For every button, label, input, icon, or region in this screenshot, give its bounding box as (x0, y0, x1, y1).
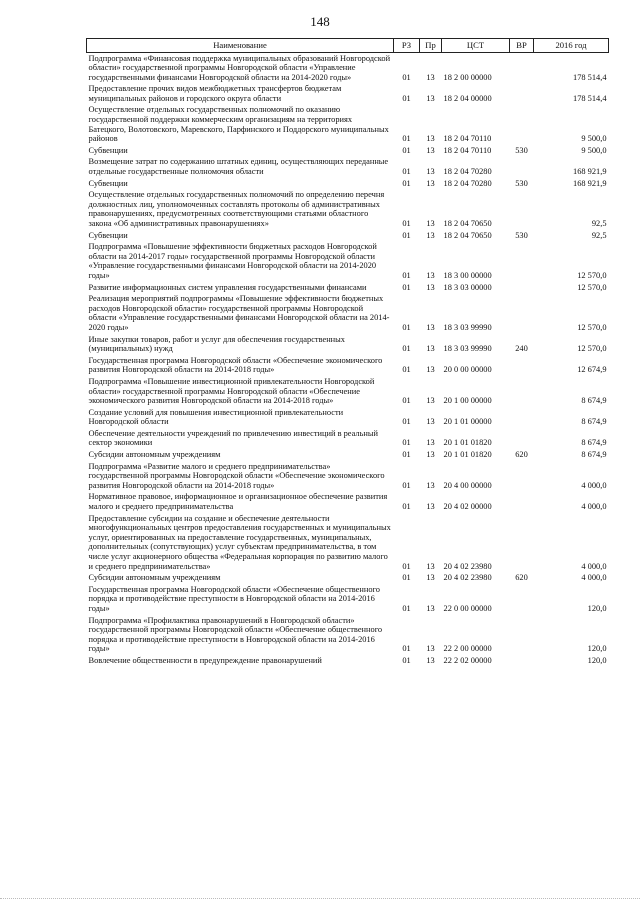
page-number: 148 (310, 14, 330, 29)
table-row (87, 407, 609, 428)
table-row (87, 84, 609, 105)
cell-vr (510, 513, 534, 573)
cell-rz: 01 (402, 344, 411, 354)
cell-pr: 13 (426, 502, 435, 512)
cell-cst: 20 1 01 00000 (443, 417, 492, 427)
cell-vr (510, 407, 534, 428)
cell-cst: 20 4 02 23980 (443, 573, 492, 583)
cell-sum: 12 570,0 (577, 344, 607, 354)
cell-rz: 01 (402, 480, 411, 490)
cell-cst: 18 2 04 00000 (443, 93, 492, 103)
cell-cst: 20 4 02 23980 (443, 561, 492, 571)
cell-pr: 13 (426, 219, 435, 228)
cell-pr: 13 (426, 282, 435, 292)
cell-rz: 01 (402, 417, 411, 427)
cell-pr: 13 (426, 396, 435, 406)
table-row (87, 334, 609, 355)
cell-rz: 01 (402, 230, 411, 240)
cell-vr (510, 190, 534, 230)
cell-cst: 18 3 03 99990 (443, 344, 492, 354)
cell-sum: 8 674,9 (581, 450, 607, 460)
cell-name: Субсидии автономным учреждениям (88, 573, 221, 583)
table-body (87, 53, 609, 668)
cell-sum: 12 570,0 (577, 322, 607, 332)
cell-sum: 92,5 (591, 230, 607, 240)
cell-rz: 01 (402, 145, 411, 155)
cell-name: Подпрограмма «Повышение инвестиционной привлекательности Новгородской области» государственной программы Новгородской области «Обеспечение экономического развития Новгородской области на 2014-2018 годы» (88, 376, 375, 406)
table-row (87, 492, 609, 513)
table-row (87, 615, 609, 655)
cell-cst: 18 3 00 00000 (443, 270, 492, 280)
cell-name: Осуществление отдельных государственных полномочий по определению перечня должностных лиц, уполномоченных составлять протоколы об административных правонарушениях, предусмотренных соответствующими статьями областного закона «Об административных правонарушениях» (88, 190, 385, 228)
table-row (87, 655, 609, 667)
cell-vr (510, 461, 534, 492)
cell-pr: 13 (426, 145, 435, 155)
cell-sum: 12 570,0 (577, 282, 607, 292)
cell-cst: 18 3 03 99990 (443, 322, 492, 332)
cell-vr (510, 376, 534, 407)
cell-vr (510, 84, 534, 105)
table-row (87, 282, 609, 294)
cell-cst: 20 1 01 01820 (443, 438, 492, 448)
cell-name: Субвенции (88, 230, 128, 240)
cell-sum: 12 570,0 (577, 270, 607, 280)
table-row (87, 573, 609, 585)
cell-vr: 620 (515, 573, 528, 583)
cell-vr (510, 157, 534, 178)
cell-vr: 240 (515, 344, 528, 354)
cell-pr: 13 (426, 603, 435, 613)
cell-pr: 13 (426, 644, 435, 654)
cell-rz: 01 (402, 655, 411, 665)
table-row (87, 178, 609, 190)
cell-rz: 01 (402, 573, 411, 583)
cell-rz: 01 (402, 644, 411, 654)
cell-rz: 01 (402, 167, 411, 177)
cell-cst: 20 4 00 00000 (443, 480, 492, 490)
cell-rz: 01 (402, 450, 411, 460)
cell-sum: 12 674,9 (577, 365, 607, 375)
cell-cst: 22 2 02 00000 (443, 655, 492, 665)
cell-vr (510, 492, 534, 513)
cell-vr (510, 428, 534, 449)
cell-name: Возмещение затрат по содержанию штатных единиц, осуществляющих переданные отдельные государственные полномочия области (88, 157, 389, 177)
table-row (87, 461, 609, 492)
column-header-cst: ЦСТ (442, 39, 510, 53)
cell-vr (510, 655, 534, 667)
cell-pr: 13 (426, 365, 435, 375)
cell-name: Создание условий для повышения инвестиционной привлекательности Новгородской области (88, 407, 344, 427)
cell-rz: 01 (402, 72, 411, 82)
cell-pr: 13 (426, 561, 435, 571)
cell-rz: 01 (402, 603, 411, 613)
cell-sum: 8 674,9 (581, 396, 607, 406)
cell-vr: 530 (515, 178, 528, 188)
cell-vr (510, 294, 534, 334)
cell-cst: 18 2 04 70280 (443, 167, 492, 177)
cell-sum: 178 514,4 (573, 93, 607, 103)
cell-pr: 13 (426, 167, 435, 177)
cell-rz: 01 (402, 134, 411, 144)
table-row (87, 428, 609, 449)
cell-name: Субвенции (88, 145, 128, 155)
cell-cst: 18 2 04 70650 (443, 219, 492, 228)
table-row (87, 584, 609, 615)
cell-pr: 13 (426, 438, 435, 448)
table-row (87, 145, 609, 157)
table-row (87, 294, 609, 334)
cell-cst: 22 2 00 00000 (443, 644, 492, 654)
cell-sum: 120,0 (587, 603, 607, 613)
cell-cst: 20 1 01 01820 (443, 450, 492, 460)
cell-cst: 22 0 00 00000 (443, 603, 492, 613)
cell-sum: 8 674,9 (581, 417, 607, 427)
cell-pr: 13 (426, 573, 435, 583)
cell-rz: 01 (402, 322, 411, 332)
table-row (87, 157, 609, 178)
cell-name: Государственная программа Новгородской области «Обеспечение экономического развития Новгородской области на 2014-2018 годы» (88, 355, 383, 375)
cell-vr (510, 242, 534, 282)
cell-name: Субвенции (88, 178, 128, 188)
cell-rz: 01 (402, 365, 411, 375)
cell-name: Подпрограмма «Повышение эффективности бюджетных расходов Новгородской области на 2014-2017 годы» государственной программы Новгородской области «Управление государственными финансами Новгородской области на 2014-2020 годы» (88, 242, 377, 280)
cell-vr (510, 355, 534, 376)
cell-vr (510, 282, 534, 294)
cell-name: Подпрограмма «Развитие малого и среднего предпринимательства» государственной программы Новгородской области «Обеспечение экономического развития Новгородской области на 2014-2018 годы» (88, 461, 385, 490)
cell-pr: 13 (426, 450, 435, 460)
cell-sum: 168 921,9 (573, 178, 607, 188)
table-row (87, 53, 609, 84)
cell-pr: 13 (426, 344, 435, 354)
cell-sum: 4 000,0 (581, 502, 607, 512)
table-row (87, 450, 609, 462)
cell-sum: 9 500,0 (581, 134, 607, 144)
cell-vr: 530 (515, 145, 528, 155)
table-row (87, 242, 609, 282)
cell-sum: 178 514,4 (573, 72, 607, 82)
cell-sum: 4 000,0 (581, 480, 607, 490)
cell-rz: 01 (402, 282, 411, 292)
cell-name: Обеспечение деятельности учреждений по привлечению инвестиций в реальный сектор экономики (88, 428, 379, 448)
cell-name: Предоставление прочих видов межбюджетных трансфертов бюджетам муниципальных районов и городского округа области (88, 84, 342, 103)
cell-name: Подпрограмма «Профилактика правонарушений в Новгородской области» государственной программы Новгородской области «Обеспечение общественного порядка и противодействие преступности в Новгородской области на 2014-2016 годы» (88, 615, 383, 654)
cell-vr: 620 (515, 450, 528, 460)
cell-name: Подпрограмма «Финансовая поддержка муниципальных образований Новгородской области» государственной программы Новгородской области «Управление государственными финансами Новгородской области на 2014-2020 годы» (88, 53, 391, 82)
cell-rz: 01 (402, 93, 411, 103)
table-row (87, 513, 609, 573)
cell-pr: 13 (426, 134, 435, 144)
cell-rz: 01 (402, 219, 411, 228)
cell-cst: 20 0 00 00000 (443, 365, 492, 375)
cell-vr: 530 (515, 230, 528, 240)
cell-name: Государственная программа Новгородской области «Обеспечение общественного порядка и противодействие преступности в Новгородской области на 2014-2016 годы» (88, 584, 380, 613)
cell-pr: 13 (426, 322, 435, 332)
cell-pr: 13 (426, 93, 435, 103)
cell-rz: 01 (402, 502, 411, 512)
table-row (87, 190, 609, 230)
cell-pr: 13 (426, 270, 435, 280)
cell-sum: 4 000,0 (581, 561, 607, 571)
cell-cst: 18 3 03 00000 (443, 282, 492, 292)
cell-name: Субсидии автономным учреждениям (88, 450, 221, 460)
cell-name: Осуществление отдельных государственных полномочий по оказанию государственной поддержки коммерческим организациям на территориях Батецкого, Волотовского, Маревского, Парфинского и Поддорского муниципальных районов (88, 105, 389, 144)
cell-pr: 13 (426, 480, 435, 490)
cell-cst: 18 2 04 70280 (443, 178, 492, 188)
cell-rz: 01 (402, 178, 411, 188)
table-row (87, 105, 609, 145)
cell-sum: 4 000,0 (581, 573, 607, 583)
cell-vr (510, 105, 534, 145)
column-header-pr: Пр (420, 39, 442, 53)
cell-name: Развитие информационных систем управления государственными финансами (88, 282, 367, 292)
column-header-vr: ВР (510, 39, 534, 53)
cell-cst: 18 2 00 00000 (443, 72, 492, 82)
cell-vr (510, 584, 534, 615)
table-row (87, 355, 609, 376)
cell-rz: 01 (402, 561, 411, 571)
cell-rz: 01 (402, 438, 411, 448)
cell-vr (510, 53, 534, 84)
page-bottom-divider (0, 898, 640, 899)
cell-rz: 01 (402, 396, 411, 406)
cell-name: Иные закупки товаров, работ и услуг для обеспечения государственных (муниципальных) нужд (88, 334, 345, 354)
cell-name: Предоставление субсидии на создание и обеспечение деятельности многофункциональных центров предоставления государственных и муниципальных услуг, ориентированных на предоставление государственных, муниципальных, дополнительных (сопутствующих) услуг субъектам предпринимательства, в том числе услуг акционерного общества «Федеральная корпорация по развитию малого и среднего предпринимательства» (88, 513, 391, 571)
column-header-name: Наименование (87, 39, 394, 53)
table-row (87, 376, 609, 407)
cell-pr: 13 (426, 230, 435, 240)
cell-name: Реализация мероприятий подпрограммы «Повышение эффективности бюджетных расходов Новгородской области» государственной программы Новгородской области «Управление государственными финансами Новгородской области на 2014-2020 годы» (88, 294, 390, 332)
cell-cst: 18 2 04 70110 (443, 145, 492, 155)
table-header (87, 39, 609, 53)
cell-cst: 20 1 00 00000 (443, 396, 492, 406)
cell-cst: 18 2 04 70110 (443, 134, 492, 144)
cell-vr (510, 615, 534, 655)
cell-sum: 120,0 (587, 655, 607, 665)
cell-sum: 9 500,0 (581, 145, 607, 155)
cell-cst: 18 2 04 70650 (443, 230, 492, 240)
column-header-rz: РЗ (394, 39, 420, 53)
cell-name: Нормативное правовое, информационное и организационное обеспечение развития малого и среднего предпринимательства (88, 492, 388, 512)
cell-pr: 13 (426, 72, 435, 82)
cell-rz: 01 (402, 270, 411, 280)
cell-sum: 8 674,9 (581, 438, 607, 448)
cell-pr: 13 (426, 178, 435, 188)
cell-sum: 168 921,9 (573, 167, 607, 177)
cell-sum: 92,5 (591, 219, 607, 228)
cell-pr: 13 (426, 417, 435, 427)
cell-pr: 13 (426, 655, 435, 665)
cell-name: Вовлечение общественности в предупреждение правонарушений (88, 655, 322, 665)
cell-sum: 120,0 (587, 644, 607, 654)
table-row (87, 230, 609, 242)
budget-table (86, 38, 609, 667)
cell-cst: 20 4 02 00000 (443, 502, 492, 512)
column-header-year: 2016 год (534, 39, 609, 53)
